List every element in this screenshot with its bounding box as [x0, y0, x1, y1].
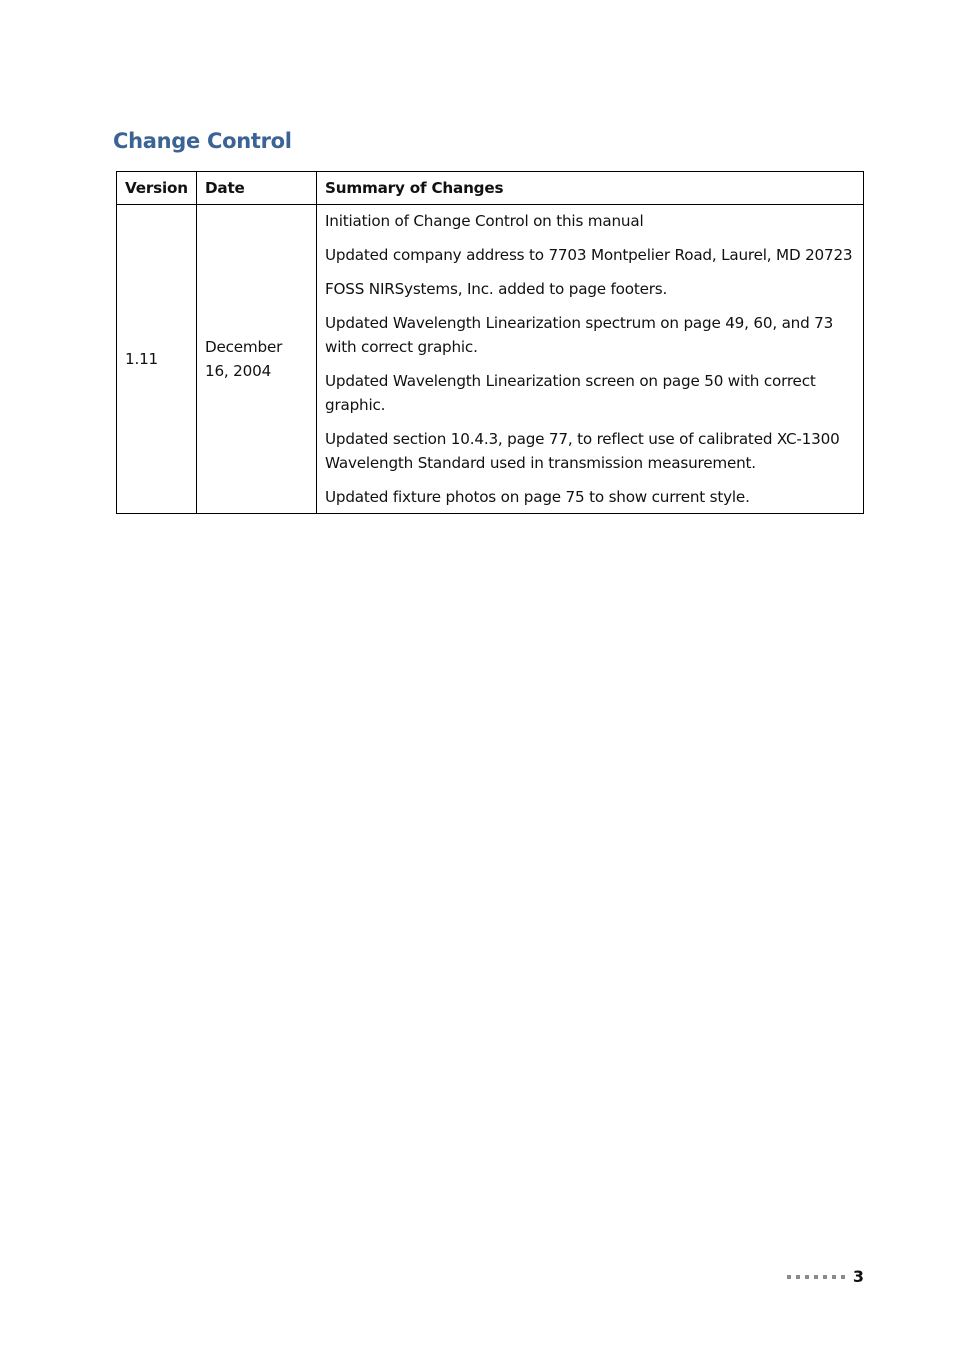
footer-dot [796, 1275, 800, 1279]
footer-dot [814, 1275, 818, 1279]
header-date: Date [197, 172, 317, 205]
footer-dot [832, 1275, 836, 1279]
header-version: Version [117, 172, 197, 205]
summary-item: Initiation of Change Control on this manual [325, 212, 644, 230]
page-footer [782, 1267, 864, 1286]
summary-item: FOSS NIRSystems, Inc. added to page footers. [325, 280, 668, 298]
summary-item: Updated fixture photos on page 75 to show current style. [325, 488, 750, 506]
date-cell: December 16, 2004 [197, 205, 317, 514]
summary-item: Updated Wavelength Linearization spectrum on page 49, 60, and 73 with correct graphic. [325, 314, 834, 356]
footer-dot [823, 1275, 827, 1279]
page-number: 3 [852, 1267, 864, 1286]
table-header-row [117, 172, 864, 205]
change-control-table [116, 171, 864, 514]
summary-item: Updated section 10.4.3, page 77, to reflect use of calibrated XC-1300 Wavelength Standard used in transmission measurement. [325, 430, 840, 472]
summary-item: Updated company address to 7703 Montpelier Road, Laurel, MD 20723 [325, 246, 853, 264]
footer-dot [841, 1275, 845, 1279]
summary-item: Updated Wavelength Linearization screen on page 50 with correct graphic. [325, 372, 816, 414]
page-title: Change Control [113, 129, 292, 153]
footer-dot [787, 1275, 791, 1279]
version-cell: 1.11 [117, 205, 197, 514]
footer-dots [782, 1275, 845, 1279]
table-row [117, 205, 864, 514]
header-summary: Summary of Changes [317, 172, 864, 205]
summary-cell [317, 205, 864, 514]
footer-dot [805, 1275, 809, 1279]
